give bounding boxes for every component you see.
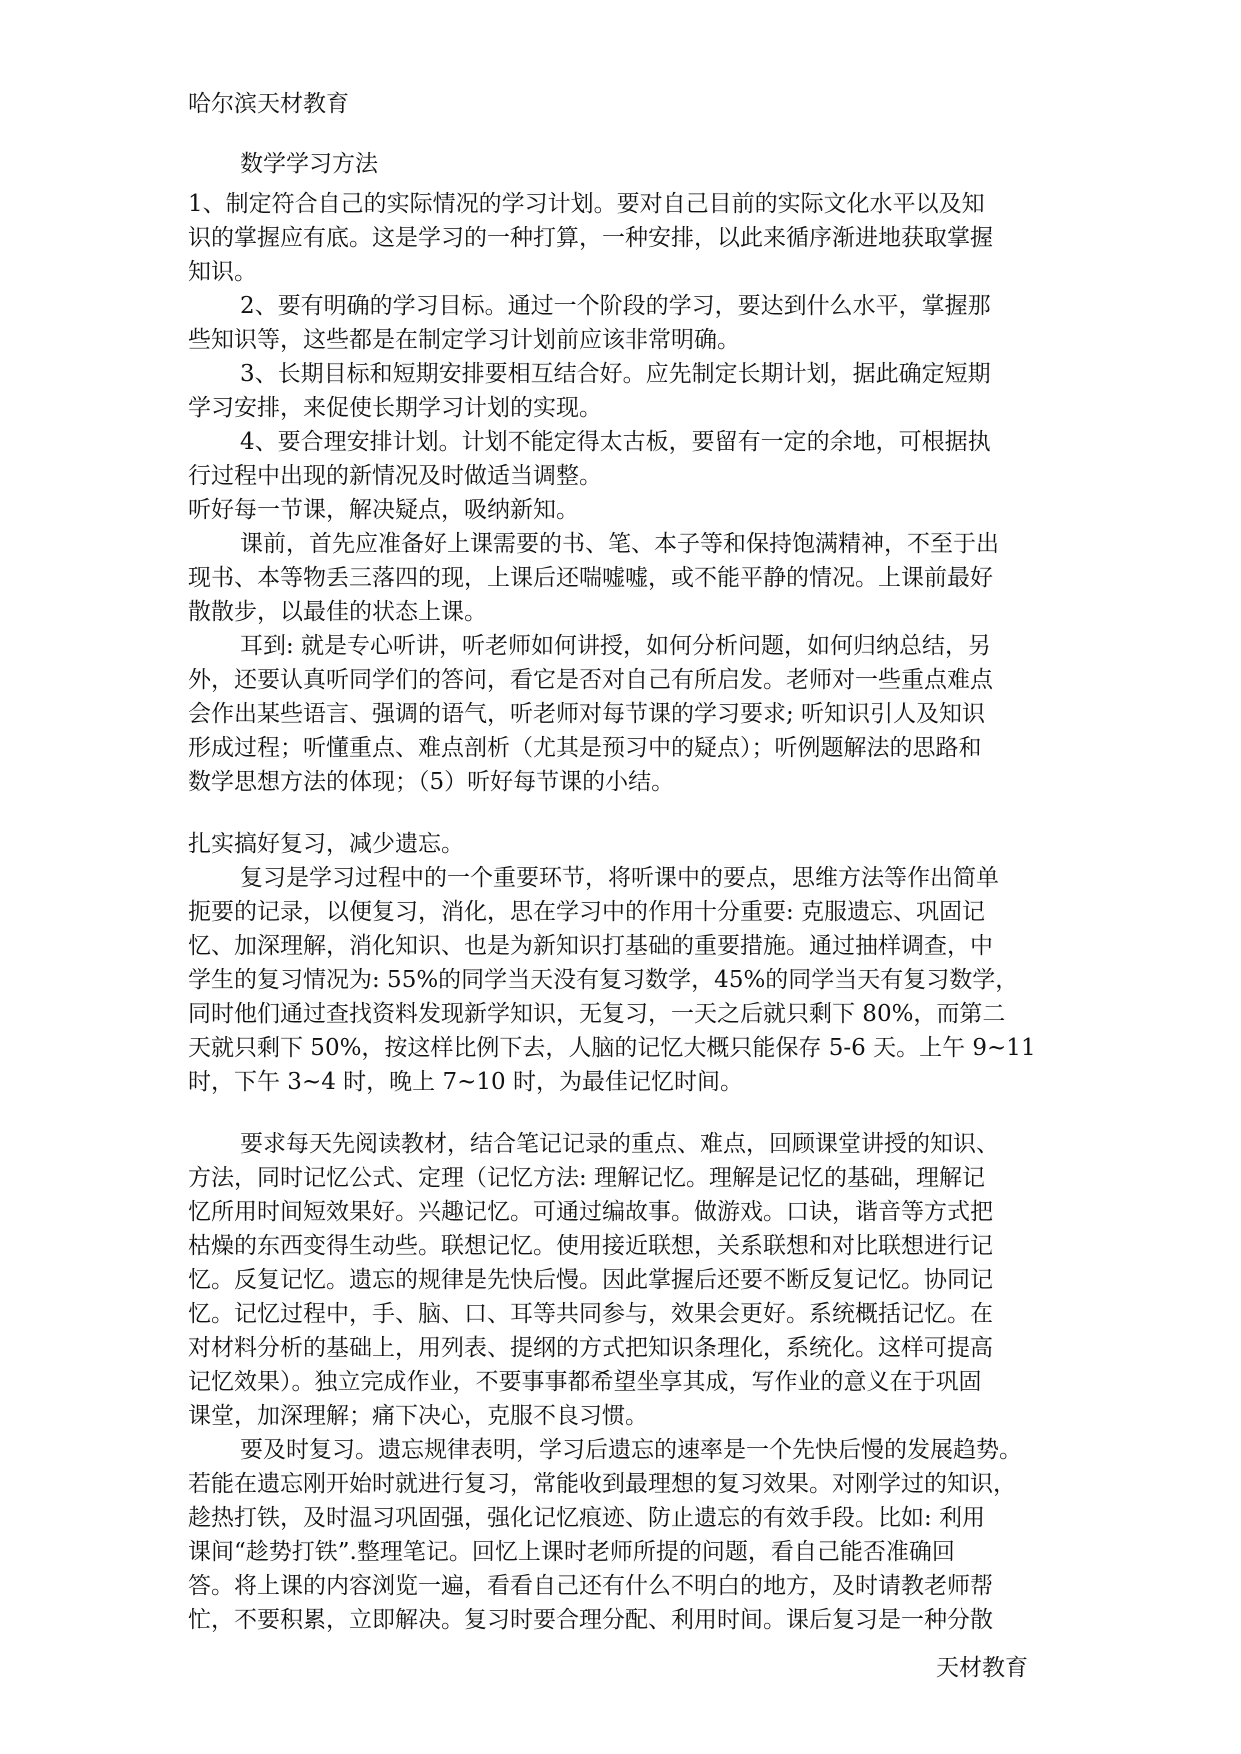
document-title: 数学学习方法 — [240, 151, 378, 177]
body-line: 要及时复习。遗忘规律表明，学习后遗忘的速率是一个先快后慢的发展趋势。 — [240, 1437, 1022, 1463]
body-line: 天就只剩下 50%，按这样比例下去，人脑的记忆大概只能保存 5-6 天。上午 9~11 — [188, 1035, 1036, 1061]
body-line: 识的掌握应有底。这是学习的一种打算，一种安排，以此来循序渐进地获取掌握 — [188, 225, 993, 251]
body-line: 对材料分析的基础上，用列表、提纲的方式把知识条理化，系统化。这样可提高 — [188, 1335, 993, 1361]
body-line: 要求每天先阅读教材，结合笔记记录的重点、难点，回顾课堂讲授的知识、 — [240, 1131, 999, 1157]
body-line: 课前，首先应准备好上课需要的书、笔、本子等和保持饱满精神，不至于出 — [240, 531, 999, 557]
body-line: 些知识等，这些都是在制定学习计划前应该非常明确。 — [188, 327, 740, 353]
body-line: 忆。反复记忆。遗忘的规律是先快后慢。因此掌握后还要不断反复记忆。协同记 — [188, 1267, 993, 1293]
body-line: 形成过程；听懂重点、难点剖析（尤其是预习中的疑点）；听例题解法的思路和 — [188, 735, 982, 761]
body-line: 外，还要认真听同学们的答问，看它是否对自己有所启发。老师对一些重点难点 — [188, 667, 993, 693]
body-line: 忆。记忆过程中，手、脑、口、耳等共同参与，效果会更好。系统概括记忆。在 — [188, 1301, 993, 1327]
body-line: 答。将上课的内容浏览一遍，看看自己还有什么不明白的地方，及时请教老师帮 — [188, 1573, 993, 1599]
body-line: 数学思想方法的体现；（5）听好每节课的小结。 — [188, 769, 675, 795]
body-line: 复习是学习过程中的一个重要环节，将听课中的要点，思维方法等作出简单 — [240, 865, 999, 891]
body-line: 若能在遗忘刚开始时就进行复习，常能收到最理想的复习效果。对刚学过的知识， — [188, 1471, 1016, 1497]
body-line: 记忆效果）。独立完成作业，不要事事都希望坐享其成，写作业的意义在于巩固 — [188, 1369, 982, 1395]
body-line: 方法，同时记忆公式、定理（记忆方法: 理解记忆。理解是记忆的基础，理解记 — [188, 1165, 986, 1191]
page-footer: 天材教育 — [936, 1655, 1028, 1681]
body-line: 时，下午 3~4 时，晚上 7~10 时，为最佳记忆时间。 — [188, 1069, 743, 1095]
body-line: 学生的复习情况为: 55%的同学当天没有复习数学，45%的同学当天有复习数学， — [188, 967, 1019, 993]
body-line: 会作出某些语言、强调的语气，听老师对每节课的学习要求; 听知识引人及知识 — [188, 701, 986, 727]
body-line: 现书、本等物丢三落四的现，上课后还喘嘘嘘，或不能平静的情况。上课前最好 — [188, 565, 993, 591]
section-heading: 扎实搞好复习，减少遗忘。 — [188, 831, 464, 857]
body-line: 忆所用时间短效果好。兴趣记忆。可通过编故事。做游戏。口诀，谐音等方式把 — [188, 1199, 993, 1225]
body-line: 枯燥的东西变得生动些。联想记忆。使用接近联想，关系联想和对比联想进行记 — [188, 1233, 993, 1259]
body-line: 行过程中出现的新情况及时做适当调整。 — [188, 463, 602, 489]
body-line: 扼要的记录，以便复习，消化，思在学习中的作用十分重要: 克服遗忘、巩固记 — [188, 899, 986, 925]
body-line: 散散步，以最佳的状态上课。 — [188, 599, 487, 625]
body-line: 3、长期目标和短期安排要相互结合好。应先制定长期计划，据此确定短期 — [240, 361, 991, 387]
body-line: 忙，不要积累，立即解决。复习时要合理分配、利用时间。课后复习是一种分散 — [188, 1607, 993, 1633]
section-heading: 听好每一节课，解决疑点，吸纳新知。 — [188, 497, 579, 523]
body-line: 忆、加深理解，消化知识、也是为新知识打基础的重要措施。通过抽样调查，中 — [188, 933, 993, 959]
body-line: 课间“趁势打铁”.整理笔记。回忆上课时老师所提的问题，看自己能否准确回 — [188, 1539, 955, 1565]
body-line: 课堂，加深理解；痛下决心，克服不良习惯。 — [188, 1403, 648, 1429]
body-line: 知识。 — [188, 259, 257, 285]
page-header: 哈尔滨天材教育 — [188, 91, 349, 117]
body-line: 趁热打铁，及时温习巩固强，强化记忆痕迹、防止遗忘的有效手段。比如: 利用 — [188, 1505, 986, 1531]
body-line: 耳到: 就是专心听讲，听老师如何讲授，如何分析问题，如何归纳总结，另 — [240, 633, 992, 659]
body-line: 2、要有明确的学习目标。通过一个阶段的学习，要达到什么水平，掌握那 — [240, 293, 991, 319]
body-line: 学习安排，来促使长期学习计划的实现。 — [188, 395, 602, 421]
body-line: 4、要合理安排计划。计划不能定得太古板，要留有一定的余地，可根据执 — [240, 429, 991, 455]
body-line: 同时他们通过查找资料发现新学知识，无复习，一天之后就只剩下 80%，而第二 — [188, 1001, 1006, 1027]
body-line: 1、制定符合自己的实际情况的学习计划。要对自己目前的实际文化水平以及知 — [188, 191, 985, 217]
